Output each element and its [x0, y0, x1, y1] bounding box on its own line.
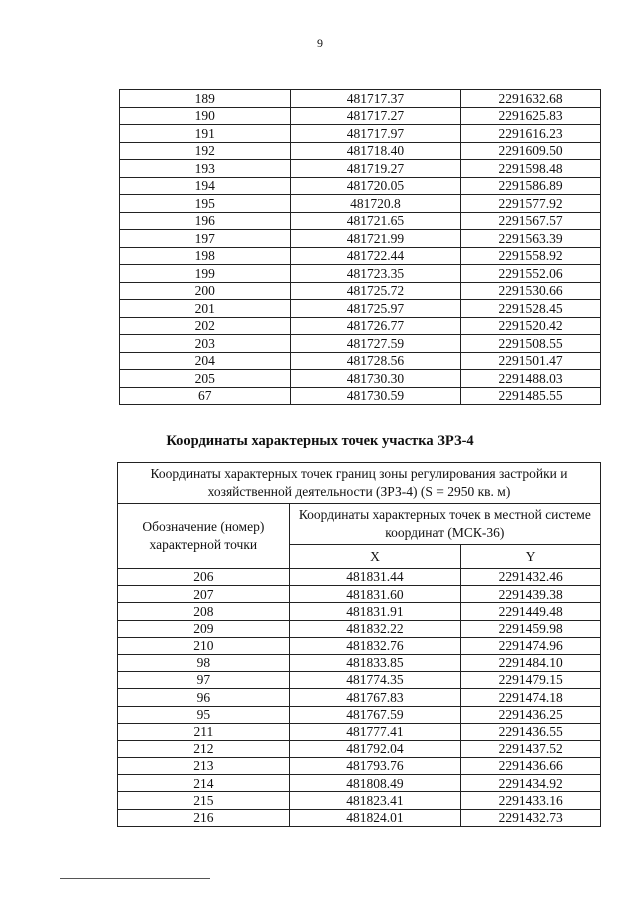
x-coordinate-cell: 481718.40 [290, 142, 461, 160]
point-number-cell: 204 [120, 352, 291, 370]
x-coordinate-cell: 481767.83 [289, 689, 461, 706]
y-coordinate-cell: 2291488.03 [461, 370, 601, 388]
table-row [120, 370, 601, 388]
x-coordinate-cell: 481808.49 [289, 775, 461, 792]
y-coordinate-cell: 2291434.92 [461, 775, 601, 792]
table-row [118, 740, 601, 757]
x-coordinate-cell: 481730.59 [290, 387, 461, 405]
y-coordinate-cell: 2291520.42 [461, 317, 601, 335]
y-coordinate-cell: 2291558.92 [461, 247, 601, 265]
point-number-cell: 207 [118, 586, 290, 603]
y-coordinate-cell: 2291474.18 [461, 689, 601, 706]
table-row [118, 706, 601, 723]
y-coordinate-cell: 2291530.66 [461, 282, 601, 300]
x-coordinate-cell: 481767.59 [289, 706, 461, 723]
y-coordinate-cell: 2291449.48 [461, 603, 601, 620]
x-coordinate-cell: 481824.01 [289, 809, 461, 826]
table-row [120, 352, 601, 370]
x-coordinate-cell: 481823.41 [289, 792, 461, 809]
y-coordinate-cell: 2291439.38 [461, 586, 601, 603]
x-coordinate-cell: 481728.56 [290, 352, 461, 370]
x-coordinate-cell: 481832.76 [289, 637, 461, 654]
x-coordinate-cell: 481833.85 [289, 654, 461, 671]
point-number-cell: 205 [120, 370, 291, 388]
point-number-cell: 209 [118, 620, 290, 637]
x-coordinate-cell: 481831.91 [289, 603, 461, 620]
table-row [120, 247, 601, 265]
y-coordinate-cell: 2291586.89 [461, 177, 601, 195]
y-coordinate-cell: 2291474.96 [461, 637, 601, 654]
point-number-cell: 200 [120, 282, 291, 300]
table-body [118, 569, 601, 827]
table-row [118, 792, 601, 809]
point-number-cell: 197 [120, 230, 291, 248]
table-row [120, 387, 601, 405]
y-coordinate-cell: 2291598.48 [461, 160, 601, 178]
table-row [120, 107, 601, 125]
y-coordinate-cell: 2291552.06 [461, 265, 601, 283]
footer-divider [60, 878, 210, 879]
x-coordinate-cell: 481792.04 [289, 740, 461, 757]
table-row [120, 282, 601, 300]
x-coordinate-cell: 481717.27 [290, 107, 461, 125]
table-row [120, 142, 601, 160]
section-title: Координаты характерных точек участка ЗРЗ-4 [166, 433, 474, 449]
y-coordinate-cell: 2291609.50 [461, 142, 601, 160]
table-row [118, 775, 601, 792]
x-coordinate-cell: 481727.59 [290, 335, 461, 353]
x-coordinate-cell: 481717.97 [290, 125, 461, 143]
y-coordinate-cell: 2291616.23 [461, 125, 601, 143]
table-row [120, 300, 601, 318]
table-row [118, 586, 601, 603]
point-number-cell: 214 [118, 775, 290, 792]
table-caption: Координаты характерных точек границ зоны регулирования застройки и хозяйственной деятельности (ЗРЗ-4) (S = 2950 кв. м) [118, 463, 601, 504]
x-coordinate-cell: 481832.22 [289, 620, 461, 637]
x-coordinate-cell: 481831.44 [289, 569, 461, 586]
y-coordinate-cell: 2291485.55 [461, 387, 601, 405]
y-coordinate-cell: 2291436.66 [461, 758, 601, 775]
point-number-cell: 189 [120, 90, 291, 108]
point-number-cell: 199 [120, 265, 291, 283]
point-number-cell: 201 [120, 300, 291, 318]
point-number-cell: 208 [118, 603, 290, 620]
table-row [120, 160, 601, 178]
table-row [120, 177, 601, 195]
x-coordinate-cell: 481722.44 [290, 247, 461, 265]
point-number-cell: 202 [120, 317, 291, 335]
point-number-cell: 98 [118, 654, 290, 671]
y-coordinate-cell: 2291479.15 [461, 672, 601, 689]
y-coordinate-cell: 2291437.52 [461, 740, 601, 757]
point-number-cell: 216 [118, 809, 290, 826]
x-coordinate-cell: 481777.41 [289, 723, 461, 740]
point-number-cell: 212 [118, 740, 290, 757]
point-number-cell: 67 [120, 387, 291, 405]
y-coordinate-cell: 2291528.45 [461, 300, 601, 318]
y-coordinate-cell: 2291501.47 [461, 352, 601, 370]
x-coordinate-cell: 481730.30 [290, 370, 461, 388]
x-coordinate-cell: 481721.65 [290, 212, 461, 230]
table-row [120, 335, 601, 353]
y-coordinate-cell: 2291436.25 [461, 706, 601, 723]
y-coordinate-cell: 2291459.98 [461, 620, 601, 637]
point-number-cell: 196 [120, 212, 291, 230]
y-coordinate-cell: 2291632.68 [461, 90, 601, 108]
table-row [120, 317, 601, 335]
table-row [118, 689, 601, 706]
point-number-cell: 213 [118, 758, 290, 775]
y-column-header: Y [461, 545, 601, 569]
y-coordinate-cell: 2291432.73 [461, 809, 601, 826]
x-coordinate-cell: 481720.05 [290, 177, 461, 195]
point-number-cell: 211 [118, 723, 290, 740]
x-coordinate-cell: 481793.76 [289, 758, 461, 775]
y-coordinate-cell: 2291577.92 [461, 195, 601, 213]
y-coordinate-cell: 2291567.57 [461, 212, 601, 230]
table-row [120, 265, 601, 283]
table-row [118, 758, 601, 775]
point-number-cell: 195 [120, 195, 291, 213]
point-number-cell: 190 [120, 107, 291, 125]
y-coordinate-cell: 2291432.46 [461, 569, 601, 586]
y-coordinate-cell: 2291484.10 [461, 654, 601, 671]
y-coordinate-cell: 2291625.83 [461, 107, 601, 125]
x-coordinate-cell: 481726.77 [290, 317, 461, 335]
y-coordinate-cell: 2291436.55 [461, 723, 601, 740]
coordinate-system-header: Координаты характерных точек в местной системе координат (МСК-36) [289, 504, 600, 545]
table-row [118, 569, 601, 586]
point-number-cell: 96 [118, 689, 290, 706]
x-coordinate-cell: 481774.35 [289, 672, 461, 689]
y-coordinate-cell: 2291508.55 [461, 335, 601, 353]
x-coordinate-cell: 481720.8 [290, 195, 461, 213]
point-number-header: Обозначение (номер) характерной точки [118, 504, 290, 569]
y-coordinate-cell: 2291563.39 [461, 230, 601, 248]
point-number-cell: 194 [120, 177, 291, 195]
table-body [120, 90, 601, 405]
page-number: 9 [317, 36, 323, 50]
coordinates-table-continued [119, 89, 601, 405]
point-number-cell: 192 [120, 142, 291, 160]
x-coordinate-cell: 481719.27 [290, 160, 461, 178]
x-coordinate-cell: 481725.72 [290, 282, 461, 300]
table-row [120, 195, 601, 213]
table-row [118, 637, 601, 654]
point-number-cell: 206 [118, 569, 290, 586]
x-column-header: X [289, 545, 461, 569]
point-number-cell: 191 [120, 125, 291, 143]
point-number-cell: 97 [118, 672, 290, 689]
point-number-cell: 198 [120, 247, 291, 265]
table-row [118, 603, 601, 620]
point-number-cell: 215 [118, 792, 290, 809]
table-row [118, 620, 601, 637]
point-number-cell: 95 [118, 706, 290, 723]
x-coordinate-cell: 481721.99 [290, 230, 461, 248]
x-coordinate-cell: 481723.35 [290, 265, 461, 283]
table-row [120, 125, 601, 143]
table-row [118, 654, 601, 671]
x-coordinate-cell: 481831.60 [289, 586, 461, 603]
y-coordinate-cell: 2291433.16 [461, 792, 601, 809]
table-row [120, 90, 601, 108]
point-number-cell: 203 [120, 335, 291, 353]
point-number-cell: 193 [120, 160, 291, 178]
table-row [118, 672, 601, 689]
table-row [118, 809, 601, 826]
x-coordinate-cell: 481717.37 [290, 90, 461, 108]
x-coordinate-cell: 481725.97 [290, 300, 461, 318]
table-row [120, 230, 601, 248]
table-row [120, 212, 601, 230]
point-number-cell: 210 [118, 637, 290, 654]
table-row [118, 723, 601, 740]
zrz4-coordinates-table [117, 462, 601, 827]
